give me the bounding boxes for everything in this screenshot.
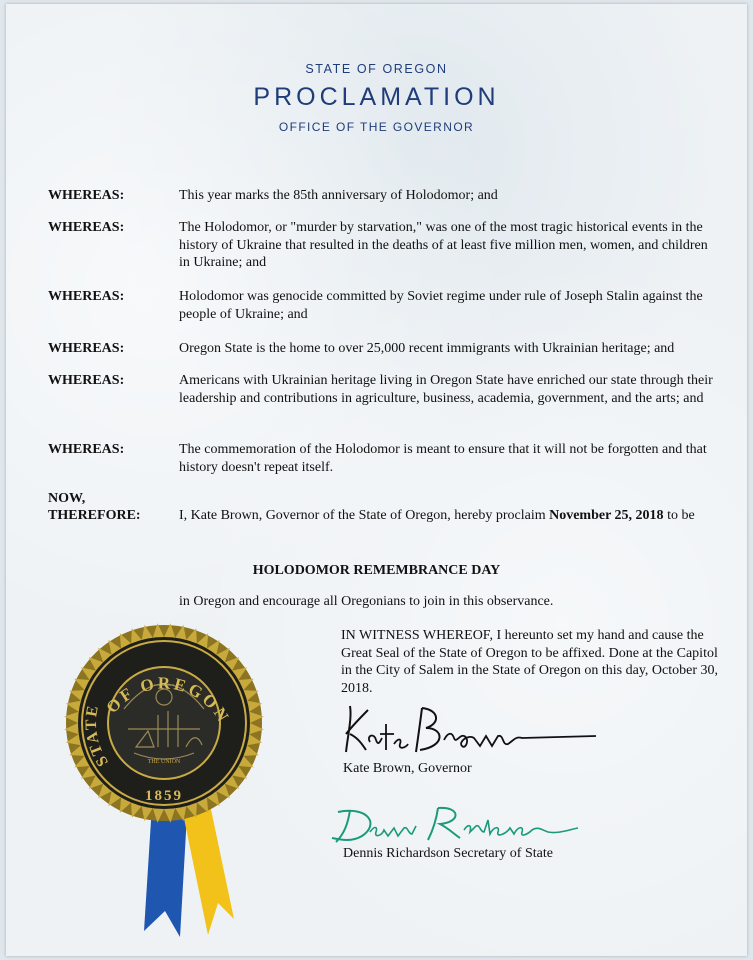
proclamation-page <box>6 4 747 956</box>
whereas-text-1: This year marks the 85th anniversary of Holodomor; and <box>179 188 498 203</box>
governor-name: Kate Brown, Governor <box>343 761 472 776</box>
whereas-label-2: WHEREAS: <box>48 220 125 235</box>
office-heading: OFFICE OF THE GOVERNOR <box>278 120 475 134</box>
remembrance-day-title: HOLODOMOR REMEMBRANCE DAY <box>252 563 501 578</box>
governor-signature <box>336 694 606 759</box>
proclaimed-date: November 25, 2018 <box>549 508 664 523</box>
seal-graphic <box>58 619 270 949</box>
whereas-text-5: Americans with Ukrainian heritage living in Oregon State have enriched our state through their leadership and contributions in agriculture, business, academia, government, and the arts; and <box>179 373 713 406</box>
seal-inner-banner: THE UNION <box>147 759 181 765</box>
therefore-label: THEREFORE: <box>48 508 141 523</box>
state-heading: STATE OF OREGON <box>305 62 448 76</box>
now-label: NOW, <box>48 491 86 506</box>
whereas-text-6: The commemoration of the Holodomor is meant to ensure that it will not be forgotten and that history doesn't repeat itself. <box>179 442 707 475</box>
whereas-text-2: The Holodomor, or "murder by starvation," was one of the most tragic historical events in the history of Ukraine that resulted in the deaths of at least five million men, women, and children in Ukraine; and <box>179 220 708 270</box>
secretary-name: Dennis Richardson Secretary of State <box>343 846 553 861</box>
whereas-label-4: WHEREAS: <box>48 341 125 356</box>
observance-text: in Oregon and encourage all Oregonians to join in this observance. <box>179 594 554 609</box>
whereas-text-4: Oregon State is the home to over 25,000 recent immigrants with Ukrainian heritage; and <box>179 341 675 356</box>
state-seal <box>58 619 270 949</box>
therefore-text-before: I, Kate Brown, Governor of the State of Oregon, hereby proclaim <box>179 508 550 523</box>
seal-text-left: STATE <box>83 702 112 770</box>
seal-text-top: OF OREGON <box>102 673 234 728</box>
whereas-label-5: WHEREAS: <box>48 373 125 388</box>
witness-text: IN WITNESS WHEREOF, I hereunto set my hand and cause the Great Seal of the State of Oregon to be affixed. Done at the Capitol in the City of Salem in the State of Oregon on this day, October 30, 2018. <box>341 628 719 696</box>
secretary-signature <box>328 800 588 850</box>
therefore-text-after: to be <box>663 508 695 523</box>
whereas-text-3: Holodomor was genocide committed by Soviet regime under rule of Joseph Stalin against the people of Ukraine; and <box>179 289 703 322</box>
whereas-label-1: WHEREAS: <box>48 188 125 203</box>
seal-year: 1859 <box>145 788 183 804</box>
proclamation-title: PROCLAMATION <box>253 83 500 111</box>
whereas-label-3: WHEREAS: <box>48 289 125 304</box>
whereas-label-6: WHEREAS: <box>48 442 125 457</box>
therefore-text <box>179 507 719 525</box>
